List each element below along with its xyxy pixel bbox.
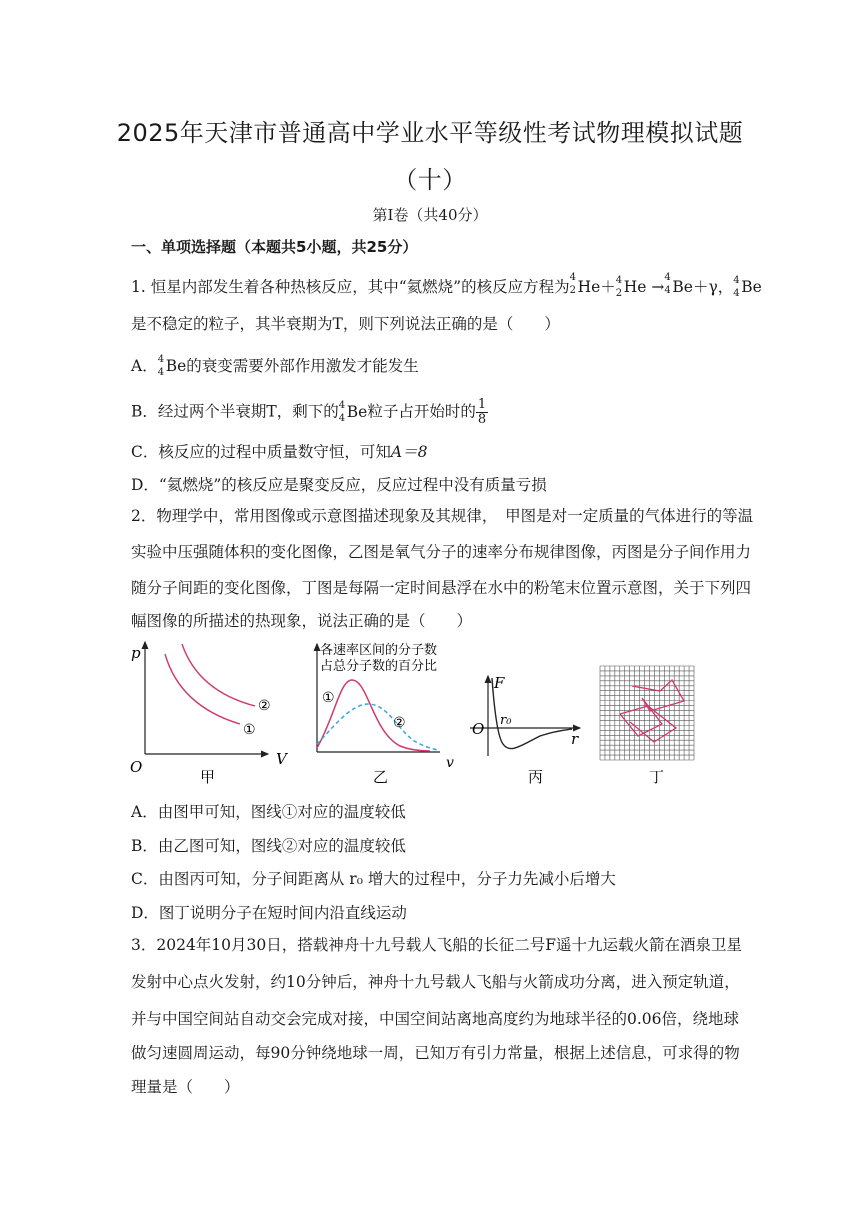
- q3-stem-line2: 发射中心点火发射，约10分钟后，神舟十九号载人飞船与火箭成功分离，进入预定轨道，: [131, 973, 740, 991]
- jia-x-label: V: [276, 750, 287, 768]
- bing-caption: 丙: [528, 768, 544, 786]
- q2-stem-line1: 2．物理学中，常用图像或示意图描述现象及其规律， 甲图是对一定质量的气体进行的等温: [131, 507, 754, 525]
- bing-x-label: r: [571, 730, 579, 748]
- q2-option-b: B．由乙图可知，图线②对应的温度较低: [131, 837, 406, 855]
- q3-stem-line5: 理量是（ ）: [131, 1078, 240, 1096]
- jia-y-label: p: [131, 644, 141, 662]
- ding-caption: 丁: [649, 768, 665, 786]
- q2-figures: [0, 636, 860, 786]
- jia-origin: O: [130, 758, 143, 776]
- q2-stem-line3: 随分子间距的变化图像，丁图是每隔一定时间悬浮在水中的粉笔末位置示意图，关于下列四: [131, 579, 752, 597]
- yi-label-2: ②: [393, 715, 406, 731]
- exam-title-number: （十）: [393, 166, 467, 194]
- nuclide-be: 4 4 Be＋γ，: [664, 272, 734, 296]
- section-heading: 一、单项选择题（本题共5小题，共25分）: [131, 238, 418, 256]
- q2-stem-line4: 幅图像的所描述的热现象，说法正确的是（ ）: [131, 612, 473, 630]
- figure-ding: [600, 666, 694, 786]
- q1-option-c: C．核反应的过程中质量数守恒，可知A＝8: [131, 443, 428, 461]
- q1-option-d: D．“氦燃烧”的核反应是聚变反应，反应过程中没有质量亏损: [131, 476, 547, 494]
- jia-curve-1: [165, 654, 240, 724]
- bing-y-label: F: [494, 674, 505, 692]
- q1-option-b: B．经过两个半衰期T，剩下的 4 4 Be粒子占开始时的 $\frac{1}{8}$: [131, 397, 487, 427]
- figure-bing: [470, 674, 580, 786]
- yi-x-label: v: [446, 755, 454, 771]
- q2-option-a: A．由图甲可知，图线①对应的温度较低: [131, 803, 406, 821]
- q2-option-d: D．图丁说明分子在短时间内沿直线运动: [131, 904, 407, 922]
- nuclide-be: 4 4 Be: [733, 275, 762, 299]
- q1-stem-line2: 是不稳定的粒子，其半衰期为T，则下列说法正确的是（ ）: [131, 315, 560, 333]
- yi-title-line1: 各速率区间的分子数: [320, 643, 438, 658]
- bing-origin: O: [472, 720, 485, 738]
- exam-title: 2025年天津市普通高中学业水平等级性考试物理模拟试题: [116, 119, 744, 147]
- jia-label-1: ①: [243, 722, 256, 738]
- q2-option-c: C．由图丙可知，分子间距离从 r₀ 增大的过程中，分子力先减小后增大: [131, 870, 616, 888]
- jia-curve-2: [182, 644, 255, 706]
- figure-yi: [317, 642, 454, 786]
- yi-caption: 乙: [373, 768, 389, 786]
- jia-label-2: ②: [258, 698, 271, 714]
- nuclide-he: 4 2 He →: [615, 275, 665, 299]
- fraction-one-eighth: $\frac{1}{8}$: [477, 397, 487, 427]
- jia-caption: 甲: [200, 768, 216, 786]
- volume-heading: 第Ⅰ卷（共40分）: [372, 206, 488, 224]
- q1-option-a: A． 4 4 Be的衰变需要外部作用激发才能发生: [131, 354, 419, 378]
- figure-jia: [130, 642, 289, 786]
- q2-stem-line2: 实验中压强随体积的变化图像，乙图是氧气分子的速率分布规律图像，丙图是分子间作用力: [131, 543, 752, 561]
- yi-curve-2: [317, 704, 438, 750]
- q3-stem-line4: 做匀速圆周运动，每90分钟绕地球一周，已知万有引力常量，根据上述信息，可求得的物: [131, 1044, 740, 1062]
- nuclide-he: 4 2 He＋: [569, 272, 616, 296]
- q3-stem-line1: 3．2024年10月30日，搭载神舟十九号载人飞船的长征二号F遥十九运载火箭在酒泉卫星: [131, 936, 743, 954]
- q3-stem-line3: 并与中国空间站自动交会完成对接，中国空间站离地高度约为地球半径的0.06倍，绕地球: [131, 1010, 740, 1028]
- yi-label-1: ①: [322, 690, 335, 706]
- q1-stem-line1: 1. 恒星内部发生着各种热核反应，其中“氦燃烧”的核反应方程为 4 2 He＋ 4 2 He → 4 4 Be＋γ， 4 4 Be: [131, 272, 762, 299]
- yi-title-line2: 占总分子数的百分比: [320, 659, 438, 674]
- bing-r0-label: r₀: [500, 713, 512, 728]
